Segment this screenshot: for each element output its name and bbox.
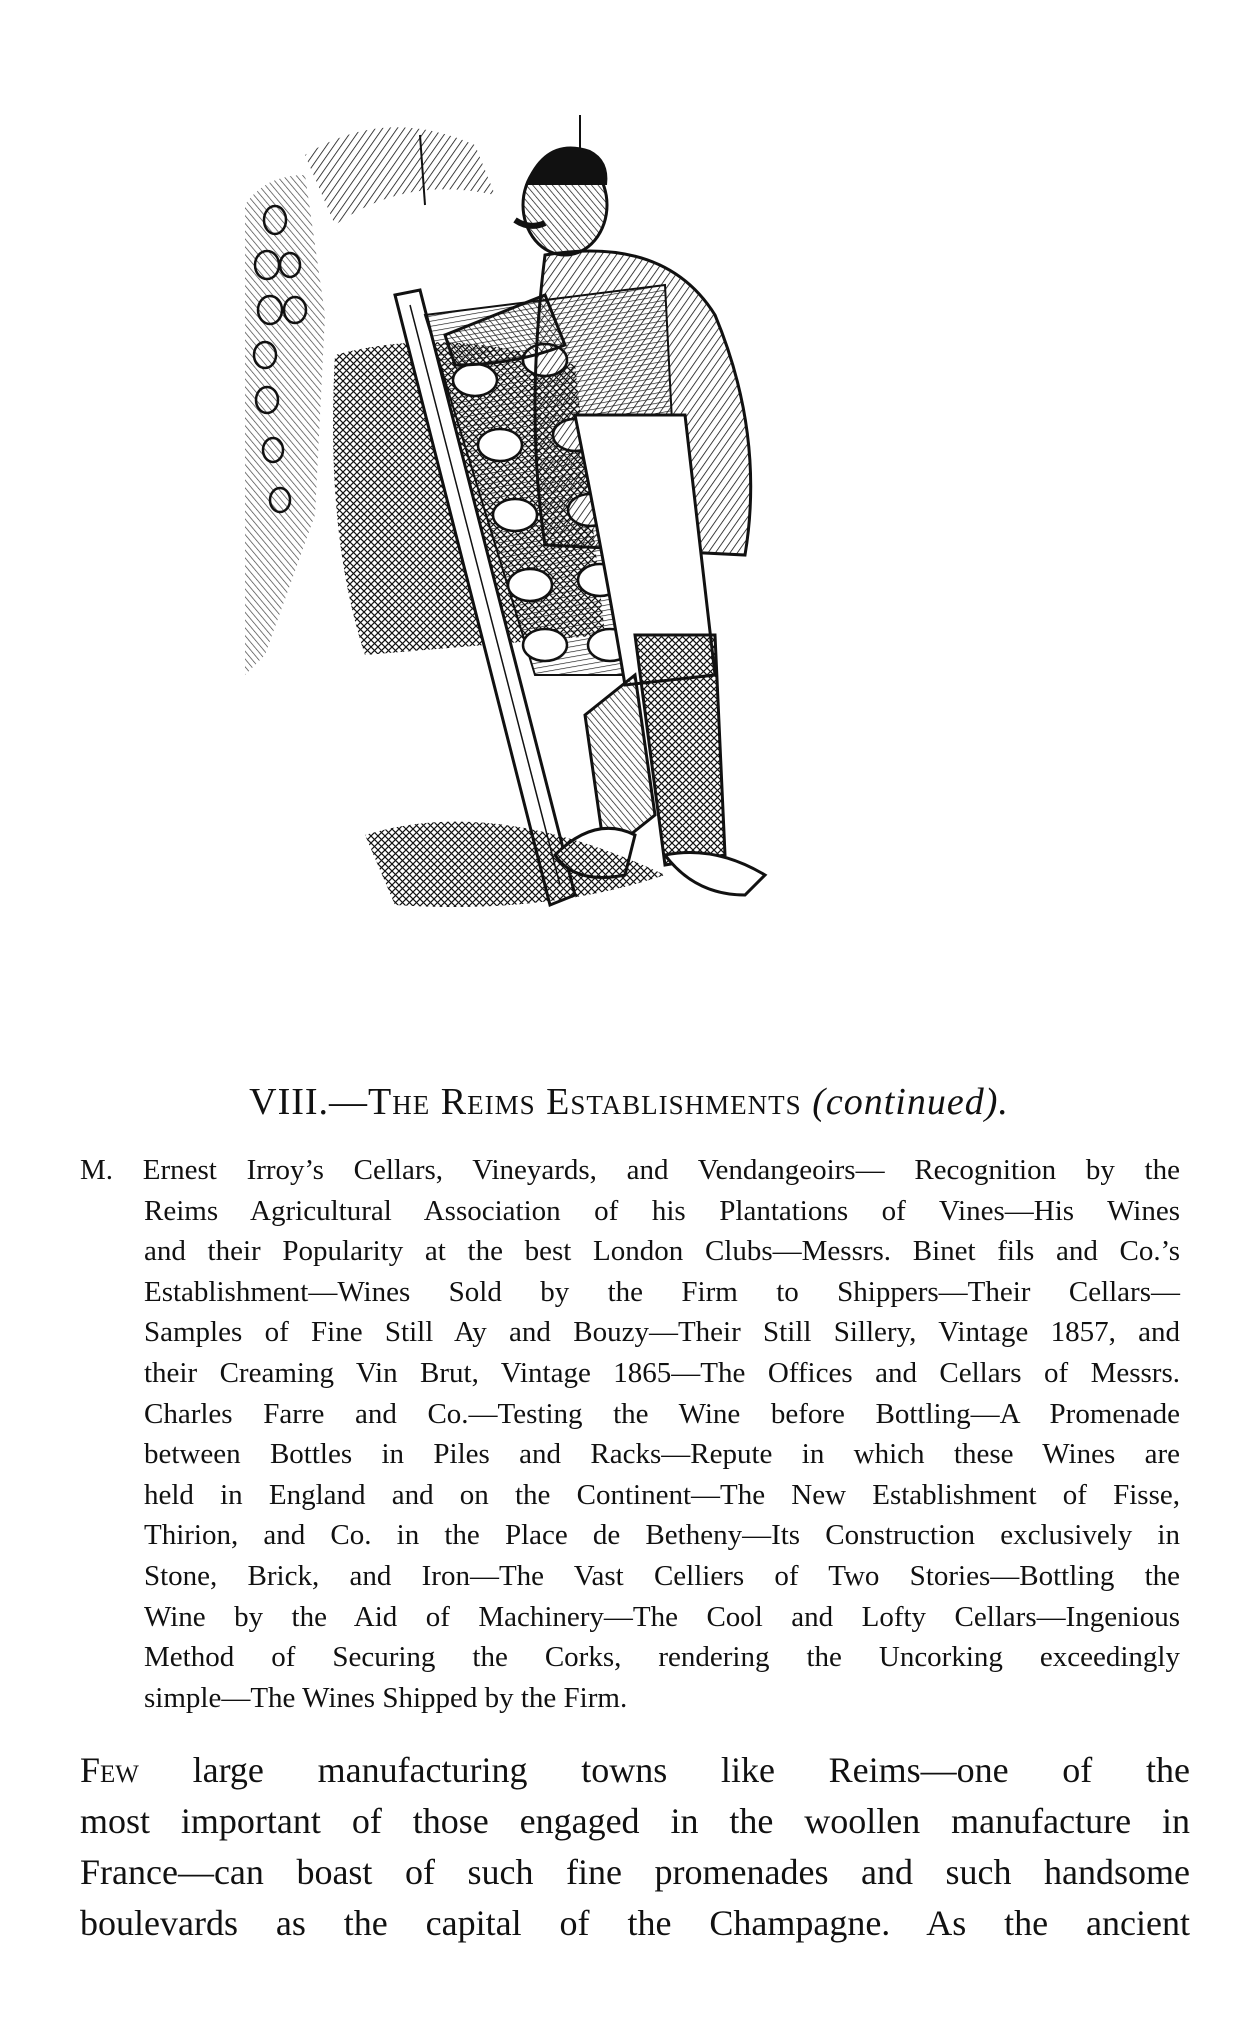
synopsis-line: Establishment—Wines Sold by the Firm to Shippers—Their Cellars— (144, 1275, 1180, 1308)
body-line: most important of those engaged in the woollen manufacture in (80, 1801, 1190, 1841)
lead-word: Few (80, 1750, 139, 1790)
chapter-numeral: VIII. (249, 1081, 330, 1123)
synopsis-line: Charles Farre and Co.—Testing the Wine before Bottling—A Promenade (144, 1397, 1180, 1430)
synopsis-line: Method of Securing the Corks, rendering the Uncorking exceedingly (144, 1641, 1180, 1674)
chapter-dash: — (329, 1081, 369, 1123)
synopsis-line: between Bottles in Piles and Racks—Repute in which these Wines are (144, 1438, 1180, 1471)
synopsis-line: held in England and on the Continent—The New Establishment of Fisse, (144, 1478, 1180, 1511)
synopsis-line: Stone, Brick, and Iron—The Vast Celliers of Two Stories—Bottling the (144, 1559, 1180, 1592)
synopsis-line: M. Ernest Irroy’s Cellars, Vineyards, and Vendangeoirs— Recognition by the (80, 1154, 1180, 1186)
first-line-rest: large manufacturing towns like Reims—one of the (138, 1750, 1190, 1790)
ceiling-shading (305, 127, 495, 225)
synopsis-line: their Creaming Vin Brut, Vintage 1865—The Offices and Cellars of Messrs. (144, 1356, 1180, 1389)
cellar-worker-engraving (245, 115, 1005, 1045)
chapter-continued-note: (continued). (812, 1081, 1009, 1123)
body-paragraph (80, 1745, 1190, 1949)
synopsis-line: Samples of Fine Still Ay and Bouzy—Their Still Sillery, Vintage 1857, and (144, 1316, 1180, 1349)
chapter-heading (0, 1080, 1258, 1124)
synopsis-line: and their Popularity at the best London Clubs—Messrs. Binet fils and Co.’s (144, 1235, 1180, 1268)
chapter-synopsis (80, 1150, 1180, 1718)
engraving-illustration (245, 115, 1005, 1045)
body-line (80, 1745, 1190, 1796)
left-wall-racks (245, 175, 325, 675)
body-line: France—can boast of such fine promenades and such handsome (80, 1852, 1190, 1892)
synopsis-line: simple—The Wines Shipped by the Firm. (144, 1681, 628, 1714)
body-line: boulevards as the capital of the Champagne. As the ancient (80, 1903, 1190, 1943)
synopsis-line: Wine by the Aid of Machinery—The Cool and Lofty Cellars—Ingenious (144, 1600, 1180, 1633)
synopsis-line: Thirion, and Co. in the Place de Betheny—Its Construction exclusively in (144, 1519, 1180, 1552)
synopsis-line: Reims Agricultural Association of his Plantations of Vines—His Wines (144, 1194, 1180, 1227)
chapter-title: The Reims Establishments (368, 1081, 802, 1123)
